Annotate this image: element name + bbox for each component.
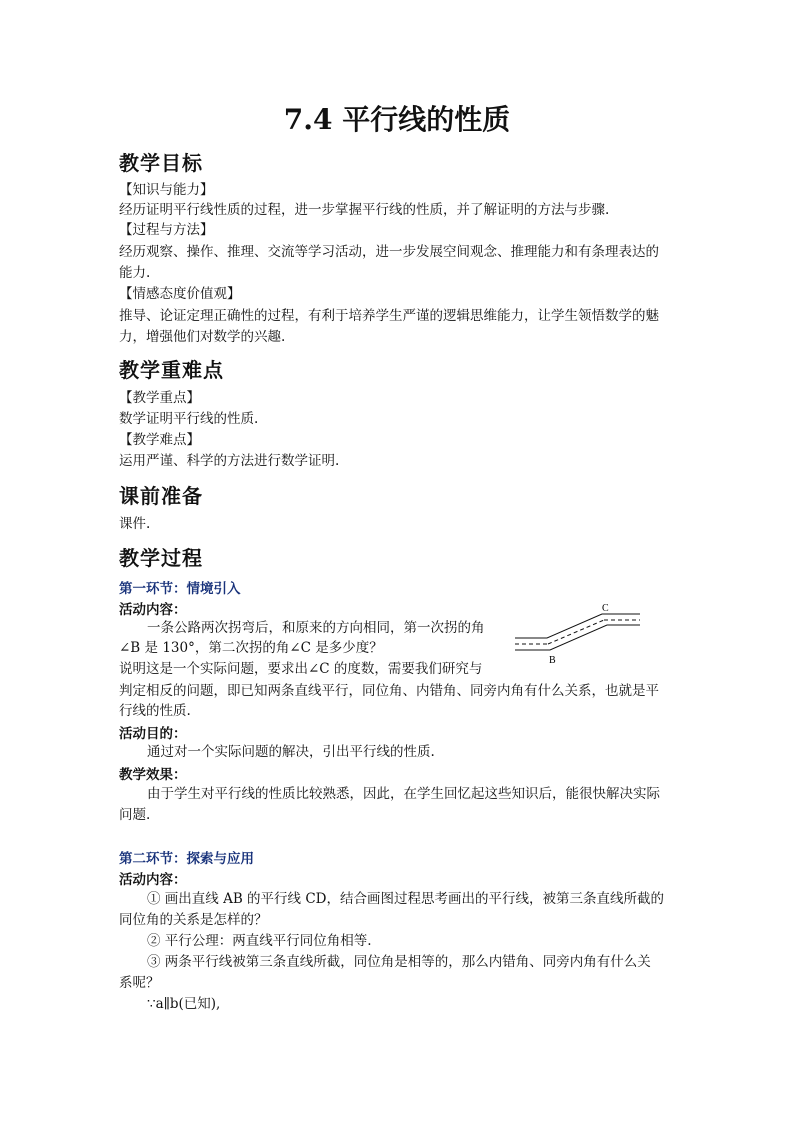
difficulty-text: 运用严谨、科学的方法进行数学证明. xyxy=(119,453,340,469)
step2-item2: ② 平行公理：两直线平行同位角相等. xyxy=(147,933,372,949)
process-text-line1: 经历观察、操作、推理、交流等学习活动，进一步发展空间观念、推理能力和有条理表达的 xyxy=(119,244,659,260)
emotion-text-line2: 力，增强他们对数学的兴趣. xyxy=(119,329,286,345)
knowledge-text: 经历证明平行线性质的过程，进一步掌握平行线的性质，并了解证明的方法与步骤. xyxy=(119,202,610,218)
emotion-text-line1: 推导、论证定理正确性的过程，有利于培养学生严谨的逻辑思维能力，让学生领悟数学的魅 xyxy=(119,308,659,324)
step2-proof-line: ∵a∥b(已知), xyxy=(147,996,221,1012)
step1-content-line2: ∠B 是 130°，第二次拐的角∠C 是多少度？ xyxy=(119,640,383,656)
step1-purpose-label: 活动目的： xyxy=(119,726,187,742)
section-heading-goals: 教学目标 xyxy=(119,151,203,175)
step1-content-line4: 判定相反的问题，即已知两条直线平行，同位角、内错角、同旁内角有什么关系，也就是平 xyxy=(119,683,659,699)
step2-content-label: 活动内容： xyxy=(119,872,187,888)
step1-content-label: 活动内容： xyxy=(119,602,187,618)
section-heading-prep: 课前准备 xyxy=(119,484,203,508)
knowledge-tag: 【知识与能力】 xyxy=(119,182,214,198)
step2-item3-line2: 系呢？ xyxy=(119,975,160,991)
step1-content-line5: 行线的性质. xyxy=(119,703,191,719)
process-text-line2: 能力. xyxy=(119,265,151,281)
step2-title: 第二环节：探索与应用 xyxy=(119,851,254,867)
prep-text: 课件. xyxy=(119,516,151,532)
process-tag: 【过程与方法】 xyxy=(119,222,214,238)
step1-purpose-text: 通过对一个实际问题的解决，引出平行线的性质. xyxy=(147,744,435,760)
section-heading-key-points: 教学重难点 xyxy=(119,358,224,382)
step2-item1-line1: ① 画出直线 AB 的平行线 CD，结合画图过程思考画出的平行线，被第三条直线所截的 xyxy=(147,891,664,907)
figure-label-b: B xyxy=(549,655,556,666)
focus-tag: 【教学重点】 xyxy=(119,390,200,406)
step1-effect-label: 教学效果： xyxy=(119,767,187,783)
figure-label-c: C xyxy=(602,603,609,614)
step2-item3-line1: ③ 两条平行线被第三条直线所截，同位角是相等的，那么内错角、同旁内角有什么关 xyxy=(147,954,651,970)
step1-title: 第一环节：情境引入 xyxy=(119,581,241,597)
step2-item1-line2: 同位角的关系是怎样的？ xyxy=(119,912,268,928)
road-turn-figure xyxy=(512,600,647,670)
step1-content-line1: 一条公路两次拐弯后，和原来的方向相同，第一次拐的角 xyxy=(147,620,485,636)
section-heading-process: 教学过程 xyxy=(119,546,203,570)
focus-text: 数学证明平行线的性质. xyxy=(119,411,259,427)
emotion-tag: 【情感态度价值观】 xyxy=(119,286,241,302)
difficulty-tag: 【教学难点】 xyxy=(119,432,200,448)
step1-effect-line1: 由于学生对平行线的性质比较熟悉，因此，在学生回忆起这些知识后，能很快解决实际 xyxy=(147,786,660,802)
step1-content-line3: 说明这是一个实际问题，要求出∠C 的度数，需要我们研究与 xyxy=(119,661,483,677)
step1-effect-line2: 问题. xyxy=(119,807,151,823)
page-title: 7.4 平行线的性质 xyxy=(283,103,511,136)
